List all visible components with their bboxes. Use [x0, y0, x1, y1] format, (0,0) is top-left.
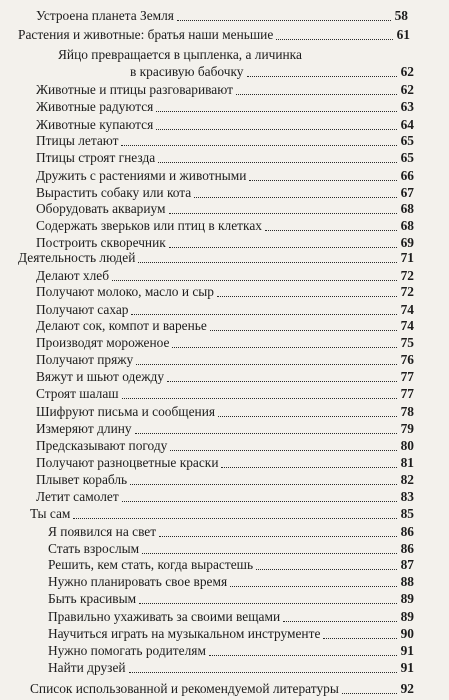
toc-entry-title: Делают хлеб — [36, 268, 110, 283]
toc-entry-page-number: 71 — [400, 250, 414, 265]
leader-dots — [167, 381, 397, 382]
toc-entry-title: Решить, кем стать, когда вырастешь — [48, 557, 254, 572]
leader-dots — [283, 621, 397, 622]
toc-entry-title: Получают разноцветные краски — [36, 455, 219, 470]
leader-dots — [221, 467, 396, 468]
toc-entry-page-number: 82 — [400, 472, 414, 487]
leader-dots — [323, 638, 396, 639]
toc-entry-title: Стать взрослым — [48, 541, 140, 556]
toc-entry — [36, 421, 414, 437]
toc-entry-page-number: 77 — [400, 386, 414, 401]
toc-entry — [48, 660, 414, 676]
leader-dots — [170, 450, 396, 451]
toc-entry-title: Предсказывают погоду — [36, 438, 168, 453]
toc-entry-page-number: 90 — [400, 626, 414, 641]
toc-entry-page-number: 63 — [400, 99, 414, 114]
toc-entry-title: Плывет корабль — [36, 472, 128, 487]
toc-entry-title: Измеряют длину — [36, 421, 132, 436]
toc-entry-page-number: 92 — [400, 681, 414, 696]
leader-dots — [230, 586, 396, 587]
toc-entry-page-number: 77 — [400, 369, 414, 384]
toc-entry — [48, 541, 414, 557]
leader-dots — [218, 416, 397, 417]
toc-entry — [36, 150, 414, 166]
toc-entry — [36, 8, 408, 24]
toc-entry — [36, 438, 414, 454]
toc-entry-page-number: 62 — [400, 82, 414, 97]
leader-dots — [139, 603, 397, 604]
toc-entry — [48, 557, 414, 573]
toc-entry — [48, 524, 414, 540]
toc-entry — [48, 609, 414, 625]
leader-dots — [217, 296, 397, 297]
toc-entry — [36, 404, 414, 420]
toc-entry-page-number: 80 — [400, 438, 414, 453]
leader-dots — [236, 94, 397, 95]
leader-dots — [265, 230, 397, 231]
toc-entry-page-number: 68 — [400, 218, 414, 233]
toc-entry — [130, 64, 414, 80]
toc-entry — [36, 268, 414, 284]
toc-entry-page-number: 87 — [400, 557, 414, 572]
toc-entry-title: Производят мороженое — [36, 335, 170, 350]
toc-entry-title: Животные и птицы разговаривают — [36, 82, 233, 97]
toc-entry-title: Летит самолет — [36, 489, 119, 504]
toc-entry-page-number: 81 — [400, 455, 414, 470]
toc-entry — [48, 626, 414, 642]
toc-entry-title: Построить скворечник — [36, 235, 166, 250]
toc-entry-title: Яйцо превращается в цыпленка, а личинка — [58, 47, 302, 62]
toc-entry-page-number: 74 — [400, 302, 414, 317]
leader-dots — [112, 280, 397, 281]
toc-entry-page-number: 66 — [400, 168, 414, 183]
toc-entry-title: Нужно планировать свое время — [48, 574, 228, 589]
toc-entry — [36, 218, 414, 234]
leader-dots — [169, 213, 397, 214]
toc-entry-title: Список использованной и рекомендуемой литературы — [30, 681, 339, 696]
toc-entry — [36, 386, 414, 402]
toc-entry-page-number: 78 — [400, 404, 414, 419]
toc-entry-title: Получают сахар — [36, 302, 129, 317]
toc-entry — [48, 574, 414, 590]
toc-entry — [36, 472, 414, 488]
toc-entry-title: Ты сам — [30, 506, 71, 521]
toc-entry-page-number: 89 — [400, 609, 414, 624]
toc-entry — [36, 185, 414, 201]
toc-entry — [30, 681, 414, 697]
toc-entry-title: Животные радуются — [36, 99, 154, 114]
toc-entry-title-continuation: в красивую бабочку — [130, 64, 244, 79]
toc-entry — [36, 335, 414, 351]
leader-dots — [210, 330, 397, 331]
leader-dots — [276, 39, 392, 40]
leader-dots — [169, 247, 397, 248]
toc-entry-page-number: 72 — [400, 268, 414, 283]
toc-entry — [36, 201, 414, 217]
toc-entry-page-number: 72 — [400, 284, 414, 299]
toc-entry-page-number: 89 — [400, 591, 414, 606]
leader-dots — [156, 111, 396, 112]
leader-dots — [130, 484, 396, 485]
toc-entry-page-number: 67 — [400, 185, 414, 200]
leader-dots — [121, 145, 396, 146]
toc-entry-page-number: 88 — [400, 574, 414, 589]
toc-entry-page-number: 62 — [400, 64, 414, 79]
toc-entry-title: Я появился на свет — [48, 524, 157, 539]
leader-dots — [172, 347, 396, 348]
toc-entry — [36, 168, 414, 184]
toc-entry — [36, 302, 414, 318]
toc-entry-page-number: 69 — [400, 235, 414, 250]
toc-entry-title: Растения и животные: братья наши меньшие — [18, 27, 274, 42]
leader-dots — [136, 364, 396, 365]
leader-dots — [156, 129, 396, 130]
toc-entry — [36, 489, 414, 505]
toc-entry-page-number: 76 — [400, 352, 414, 367]
toc-entry-title: Нужно помогать родителям — [48, 643, 206, 658]
toc-entry-page-number: 91 — [400, 643, 414, 658]
toc-entry-title: Содержать зверьков или птиц в клетках — [36, 218, 262, 233]
leader-dots — [177, 20, 391, 21]
toc-entry-title: Вырастить собаку или кота — [36, 185, 192, 200]
leader-dots — [73, 518, 396, 519]
toc-entry-page-number: 68 — [400, 201, 414, 216]
toc-entry — [36, 284, 414, 300]
toc-entry-page-number: 85 — [400, 506, 414, 521]
toc-entry — [18, 250, 414, 266]
toc-entry-title: Правильно ухаживать за своими вещами — [48, 609, 281, 624]
toc-entry-page-number: 61 — [396, 27, 410, 42]
leader-dots — [142, 553, 397, 554]
toc-entry-title: Оборудовать аквариум — [36, 201, 166, 216]
toc-entry — [36, 117, 414, 133]
leader-dots — [256, 569, 397, 570]
leader-dots — [138, 262, 396, 263]
toc-entry-page-number: 58 — [394, 8, 408, 23]
leader-dots — [194, 197, 396, 198]
leader-dots — [342, 693, 397, 694]
toc-entry-title: Найти друзей — [48, 660, 126, 675]
toc-entry-page-number: 91 — [400, 660, 414, 675]
leader-dots — [247, 76, 397, 77]
leader-dots — [131, 314, 396, 315]
toc-entry-title: Строят шалаш — [36, 386, 119, 401]
toc-entry-title: Шифруют письма и сообщения — [36, 404, 216, 419]
toc-entry-title: Животные купаются — [36, 117, 154, 132]
toc-entry-title: Делают сок, компот и варенье — [36, 318, 207, 333]
toc-entry-title: Быть красивым — [48, 591, 137, 606]
toc-entry-title: Вяжут и шьют одежду — [36, 369, 165, 384]
toc-entry — [36, 369, 414, 385]
toc-entry — [36, 235, 414, 251]
toc-entry-title: Птицы летают — [36, 133, 119, 148]
toc-entry-title: Научиться играть на музыкальном инструменте — [48, 626, 321, 641]
toc-entry — [36, 352, 414, 368]
toc-entry-page-number: 75 — [400, 335, 414, 350]
toc-entry-title: Деятельность людей — [18, 250, 136, 265]
toc-entry-page-number: 65 — [400, 150, 414, 165]
toc-entry — [36, 318, 414, 334]
toc-entry — [18, 27, 410, 43]
toc-entry — [36, 99, 414, 115]
toc-entry-title: Получают пряжу — [36, 352, 134, 367]
toc-entry-title: Дружить с растениями и животными — [36, 168, 247, 183]
toc-entry-title: Птицы строят гнезда — [36, 150, 156, 165]
toc-entry-page-number: 79 — [400, 421, 414, 436]
leader-dots — [249, 180, 396, 181]
toc-entry — [36, 455, 414, 471]
leader-dots — [129, 672, 397, 673]
toc-entry-page-number: 83 — [400, 489, 414, 504]
leader-dots — [135, 433, 397, 434]
leader-dots — [122, 501, 397, 502]
toc-entry — [48, 591, 414, 607]
toc-entry — [36, 133, 414, 149]
toc-entry-title: Устроена планета Земля — [36, 8, 174, 23]
leader-dots — [209, 655, 397, 656]
toc-entry-page-number: 65 — [400, 133, 414, 148]
toc-entry-page-number: 86 — [400, 524, 414, 539]
toc-entry-title: Получают молоко, масло и сыр — [36, 284, 215, 299]
toc-entry-page-number: 86 — [400, 541, 414, 556]
toc-entry-page-number: 64 — [400, 117, 414, 132]
toc-entry — [36, 82, 414, 98]
toc-entry — [30, 506, 414, 522]
leader-dots — [159, 536, 397, 537]
toc-entry-page-number: 74 — [400, 318, 414, 333]
leader-dots — [122, 398, 397, 399]
toc-entry — [48, 643, 414, 659]
leader-dots — [158, 162, 396, 163]
